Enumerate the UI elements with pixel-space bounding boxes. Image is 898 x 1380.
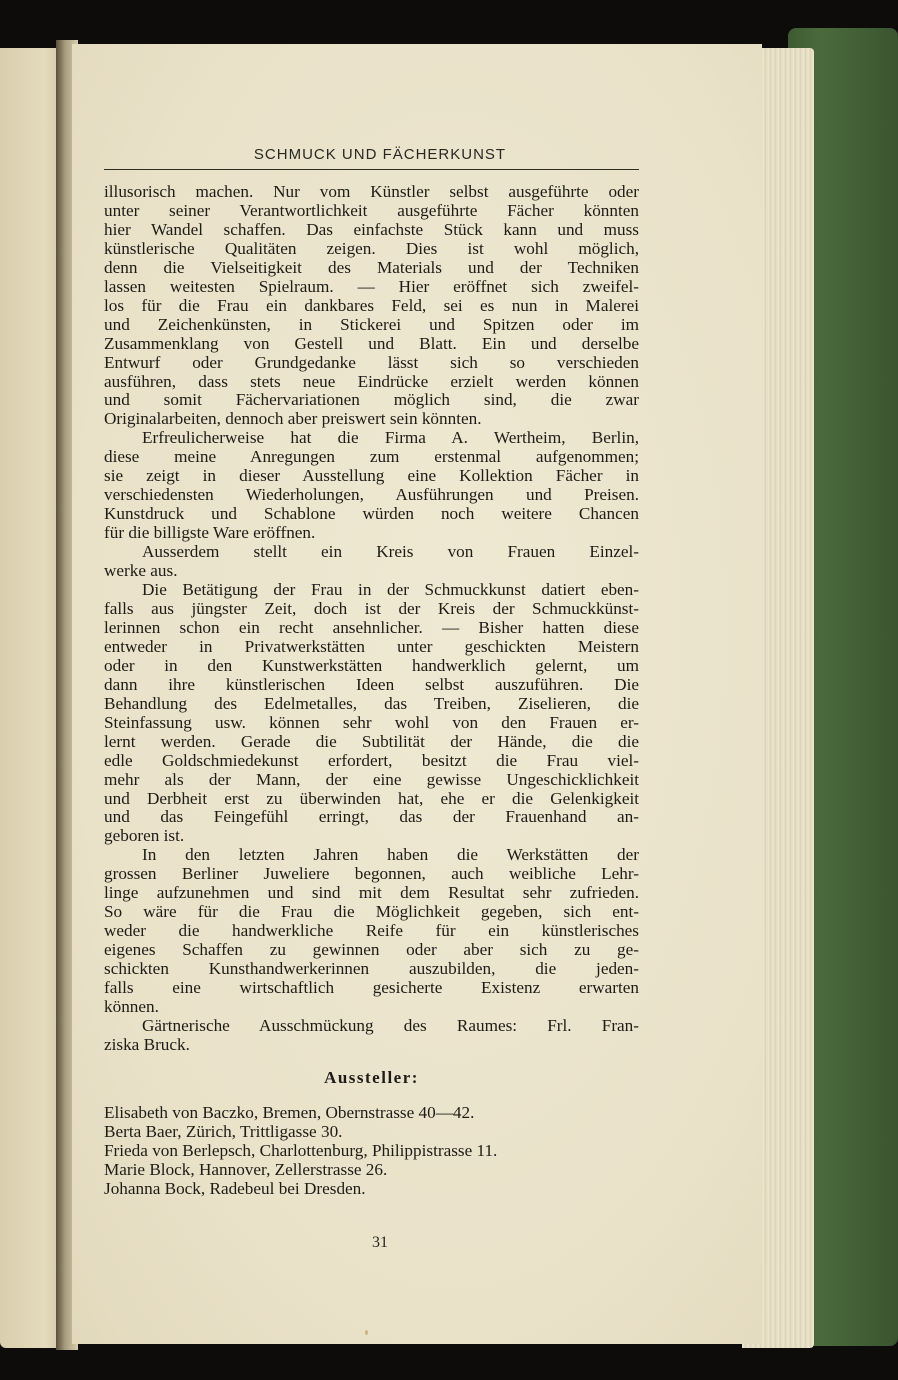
text-line: schickten Kunsthandwerkerinnen auszubilden, die jeden- xyxy=(104,959,639,979)
text-line: eigenes Schaffen zu gewinnen oder aber sich zu ge- xyxy=(104,940,639,960)
text-line: Zusammenklang von Gestell und Blatt. Ein und derselbe xyxy=(104,333,639,353)
text-line: Ausserdem stellt ein Kreis von Frauen Einzel- xyxy=(142,542,639,562)
paper-speck xyxy=(365,1330,368,1335)
text-line: diese meine Anregungen zum erstenmal aufgenommen; xyxy=(104,447,639,467)
text-line: los für die Frau ein dankbares Feld, sei es nun in Malerei xyxy=(104,295,639,315)
text-line: lerinnen schon ein recht ansehnlicher. — Bisher hatten diese xyxy=(104,617,639,637)
exhibitor-entry: Marie Block, Hannover, Zellerstrasse 26. xyxy=(104,1159,388,1179)
text-line: Behandlung des Edelmetalles, das Treiben, Ziselieren, die xyxy=(104,693,639,713)
text-line: und das Feingefühl erringt, das der Frauenhand an- xyxy=(104,807,639,827)
previous-page-edge xyxy=(0,48,64,1348)
text-line: In den letzten Jahren haben die Werkstätten der xyxy=(142,845,639,865)
page-body xyxy=(104,183,639,1199)
text-line: edle Goldschmiedekunst erfordert, besitzt die Frau viel- xyxy=(104,750,639,770)
text-line: werke aus. xyxy=(104,561,178,581)
paragraph xyxy=(104,846,639,1017)
text-line: verschiedensten Wiederholungen, Ausführungen und Preisen. xyxy=(104,485,639,505)
text-line: lernt werden. Gerade die Subtilität der Hände, die die xyxy=(104,731,639,751)
text-line: mehr als der Mann, der eine gewisse Ungeschicklichkeit xyxy=(104,769,639,789)
text-line: falls aus jüngster Zeit, doch ist der Kreis der Schmuckkünst- xyxy=(104,598,639,618)
text-line: und Derbheit erst zu überwinden hat, ehe er die Gelenkigkeit xyxy=(104,788,639,808)
paragraph xyxy=(104,543,639,581)
text-line: unter seiner Verantwortlichkeit ausgeführte Fächer könnten xyxy=(104,200,639,220)
text-line: ausführen, dass stets neue Eindrücke erzielt werden können xyxy=(104,371,639,391)
text-line: So wäre für die Frau die Möglichkeit gegeben, sich ent- xyxy=(104,902,639,922)
paragraph xyxy=(104,581,639,846)
text-line: geboren ist. xyxy=(104,826,185,846)
text-line: und somit Fächervariationen möglich sind, die zwar xyxy=(104,390,639,410)
exhibitor-entry: Frieda von Berlepsch, Charlottenburg, Philippistrasse 11. xyxy=(104,1140,498,1160)
text-line: für die billigste Ware eröffnen. xyxy=(104,523,316,543)
text-line: hier Wandel schaffen. Das einfachste Stück kann und muss xyxy=(104,219,639,239)
text-line: Originalarbeiten, dennoch aber preiswert sein könnten. xyxy=(104,409,482,429)
text-line: weder die handwerkliche Reife für ein künstlerisches xyxy=(104,921,639,941)
text-line: künstlerische Qualitäten zeigen. Dies ist wohl möglich, xyxy=(104,238,639,258)
text-line: und Zeichenkünsten, in Stickerei und Spitzen oder im xyxy=(104,314,639,334)
text-line: Gärtnerische Ausschmückung des Raumes: Frl. Fran- xyxy=(142,1015,639,1035)
exhibitors-heading: Aussteller: xyxy=(324,1067,419,1087)
text-line: sie zeigt in dieser Ausstellung eine Kollektion Fächer in xyxy=(104,466,639,486)
text-line: illusorisch machen. Nur vom Künstler selbst ausgeführte oder xyxy=(104,182,639,201)
text-line: Erfreulicherweise hat die Firma A. Wertheim, Berlin, xyxy=(142,428,639,448)
text-line: können. xyxy=(104,996,159,1016)
text-line: falls eine wirtschaftlich gesicherte Existenz erwarten xyxy=(104,978,639,998)
text-line: Kunstdruck und Schablone würden noch weitere Chancen xyxy=(104,504,639,524)
page-number: 31 xyxy=(372,1234,388,1251)
paragraph xyxy=(104,1017,639,1055)
exhibitor-entry: Johanna Bock, Radebeul bei Dresden. xyxy=(104,1178,366,1198)
text-line: entweder in Privatwerkstätten unter geschickten Meistern xyxy=(104,636,639,656)
text-line: Entwurf oder Grundgedanke lässt sich so verschieden xyxy=(104,352,639,372)
text-line: linge aufzunehmen und sind mit dem Resultat sehr zufrieden. xyxy=(104,883,639,903)
text-line: oder in den Kunstwerkstätten handwerklich gelernt, um xyxy=(104,655,639,675)
text-line: dann ihre künstlerischen Ideen selbst auszuführen. Die xyxy=(104,674,639,694)
text-line: Die Betätigung der Frau in der Schmuckkunst datiert eben- xyxy=(142,580,639,600)
text-line: ziska Bruck. xyxy=(104,1034,190,1054)
paragraph xyxy=(104,183,639,429)
exhibitor-entry: Elisabeth von Baczko, Bremen, Obernstrasse 40—42. xyxy=(104,1102,475,1122)
text-line: denn die Vielseitigkeit des Materials und der Techniken xyxy=(104,257,639,277)
running-header: SCHMUCK UND FÄCHERKUNST xyxy=(253,146,507,163)
text-line: Steinfassung usw. können sehr wohl von den Frauen er- xyxy=(104,712,639,732)
exhibitor-entry: Berta Baer, Zürich, Trittligasse 30. xyxy=(104,1121,343,1141)
text-line: grossen Berliner Juweliere begonnen, auch weibliche Lehr- xyxy=(104,864,639,884)
text-line: lassen weitesten Spielraum. — Hier eröffnet sich zweifel- xyxy=(104,276,639,296)
header-rule xyxy=(104,169,639,170)
exhibitors-list xyxy=(104,1104,639,1199)
paragraph xyxy=(104,429,639,543)
